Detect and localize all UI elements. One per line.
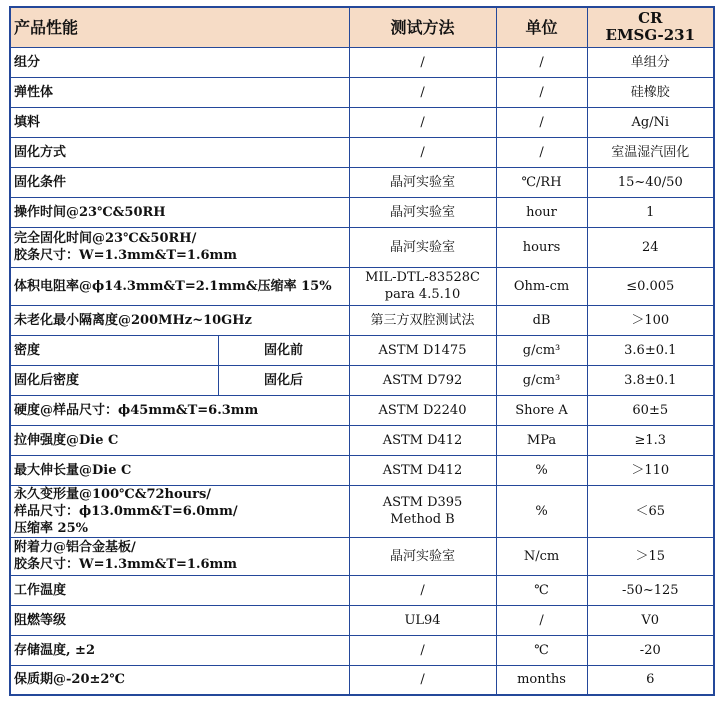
method-text: Method B: [390, 512, 455, 527]
method-cell: [349, 635, 496, 665]
property-cell: [10, 665, 349, 695]
properties-table: [9, 6, 715, 696]
method-text: /: [420, 582, 425, 598]
unit-cell: Ohm-cm: [496, 267, 587, 305]
property-text: 固化条件: [14, 174, 67, 190]
property-cell: [10, 485, 349, 537]
property-text: 保质期@-20±2℃: [14, 672, 126, 688]
property-text: 操作时间@23℃&50RH: [14, 204, 166, 220]
unit-cell: g/cm³: [496, 335, 587, 365]
property-text: 未老化最小隔离度@200MHz~10GHz: [14, 312, 252, 328]
header-property: 产品性能: [10, 7, 349, 47]
method-text: /: [420, 672, 425, 688]
property-text: 完全固化时间@23℃&50RH/: [14, 231, 197, 246]
method-text: 晶河实验室: [390, 174, 456, 190]
table-row: [10, 485, 714, 537]
property-text: 存储温度, ±2: [14, 642, 95, 658]
header-unit: 单位: [496, 7, 587, 47]
value-cell: 1: [587, 197, 714, 227]
property-text: 工作温度: [14, 582, 67, 598]
method-cell: [349, 537, 496, 575]
table-row: [10, 137, 714, 167]
property-text: 固化方式: [14, 144, 67, 160]
value-cell: 3.8±0.1: [587, 365, 714, 395]
method-cell: [349, 167, 496, 197]
value-cell: ＜65: [587, 485, 714, 537]
property-text: 最大伸长量@Die C: [14, 462, 132, 478]
property-cell: [10, 575, 349, 605]
value-cell: Ag/Ni: [587, 107, 714, 137]
property-cell: [10, 425, 349, 455]
method-text: ASTM D1475: [378, 342, 467, 358]
unit-cell: hours: [496, 227, 587, 267]
property-cell: [10, 47, 349, 77]
method-cell: [349, 365, 496, 395]
property-cell: [10, 335, 218, 365]
property-text: 样品尺寸：ϕ13.0mm&T=6.0mm/: [14, 503, 238, 519]
unit-cell: ℃: [496, 635, 587, 665]
unit-cell: N/cm: [496, 537, 587, 575]
property-cell: [10, 455, 349, 485]
table-row: [10, 635, 714, 665]
table-body: [10, 47, 714, 695]
table-row: [10, 47, 714, 77]
method-text: /: [420, 144, 425, 160]
value-cell: ＞110: [587, 455, 714, 485]
header-method: 测试方法: [349, 7, 496, 47]
value-cell: 6: [587, 665, 714, 695]
value-cell: 60±5: [587, 395, 714, 425]
table-row: [10, 107, 714, 137]
unit-cell: ℃/RH: [496, 167, 587, 197]
method-text: MIL-DTL-83528C: [365, 270, 480, 285]
value-cell: 室温湿汽固化: [587, 137, 714, 167]
property-text: 胶条尺寸：W=1.3mm&T=1.6mm: [14, 557, 238, 572]
property-text: 阻燃等级: [14, 612, 67, 628]
method-text: ASTM D2240: [378, 402, 467, 418]
table-row: [10, 425, 714, 455]
table-row: [10, 335, 714, 365]
property-cell: [10, 537, 349, 575]
method-text: ASTM D395: [382, 495, 463, 510]
property-text: 弹性体: [14, 84, 54, 100]
table-row: [10, 77, 714, 107]
property-cell: [10, 77, 349, 107]
property-cell: [10, 107, 349, 137]
method-cell: [349, 395, 496, 425]
table-row: [10, 537, 714, 575]
unit-cell: %: [496, 455, 587, 485]
unit-cell: MPa: [496, 425, 587, 455]
value-cell: -50~125: [587, 575, 714, 605]
method-text: UL94: [404, 612, 441, 628]
property-text: 压缩率 25%: [14, 520, 88, 536]
method-cell: [349, 665, 496, 695]
method-cell: [349, 455, 496, 485]
value-cell: ≥1.3: [587, 425, 714, 455]
property-cell: [10, 267, 349, 305]
method-cell: [349, 197, 496, 227]
value-cell: -20: [587, 635, 714, 665]
property-cell: [10, 227, 349, 267]
header-product-line1: CR: [638, 9, 663, 28]
method-text: /: [420, 54, 425, 70]
method-cell: [349, 47, 496, 77]
unit-cell: /: [496, 107, 587, 137]
value-cell: 3.6±0.1: [587, 335, 714, 365]
property-text: 体积电阻率@ϕ14.3mm&T=2.1mm&压缩率 15%: [14, 278, 332, 294]
table-row: [10, 267, 714, 305]
property-text: 组分: [14, 54, 41, 70]
method-cell: [349, 335, 496, 365]
method-text: para 4.5.10: [384, 287, 461, 302]
condition-cell: 固化前: [218, 335, 349, 365]
unit-cell: ℃: [496, 575, 587, 605]
value-cell: 单组分: [587, 47, 714, 77]
unit-cell: dB: [496, 305, 587, 335]
table-row: [10, 455, 714, 485]
unit-cell: g/cm³: [496, 365, 587, 395]
unit-cell: /: [496, 77, 587, 107]
condition-cell: 固化后: [218, 365, 349, 395]
property-text: 胶条尺寸：W=1.3mm&T=1.6mm: [14, 248, 238, 263]
property-cell: [10, 167, 349, 197]
method-cell: [349, 305, 496, 335]
table-row: [10, 227, 714, 267]
table-row: [10, 665, 714, 695]
value-cell: ＞100: [587, 305, 714, 335]
property-cell: [10, 605, 349, 635]
table-row: [10, 305, 714, 335]
unit-cell: /: [496, 605, 587, 635]
method-cell: [349, 575, 496, 605]
property-cell: [10, 635, 349, 665]
property-cell: [10, 137, 349, 167]
table-row: [10, 575, 714, 605]
value-cell: 24: [587, 227, 714, 267]
property-cell: [10, 305, 349, 335]
value-cell: 15~40/50: [587, 167, 714, 197]
property-text: 填料: [14, 114, 41, 130]
value-cell: V0: [587, 605, 714, 635]
table-row: [10, 365, 714, 395]
method-text: ASTM D412: [382, 462, 463, 478]
table-row: [10, 167, 714, 197]
method-text: /: [420, 642, 425, 658]
property-text: 硬度@样品尺寸：ϕ45mm&T=6.3mm: [14, 402, 259, 418]
method-cell: [349, 137, 496, 167]
property-cell: [10, 365, 218, 395]
unit-cell: hour: [496, 197, 587, 227]
header-row: [10, 7, 714, 47]
method-cell: [349, 605, 496, 635]
method-text: ASTM D412: [382, 432, 463, 448]
method-cell: [349, 425, 496, 455]
method-text: 晶河实验室: [390, 239, 456, 255]
method-text: 第三方双腔测试法: [370, 312, 475, 328]
unit-cell: %: [496, 485, 587, 537]
method-cell: [349, 77, 496, 107]
table-row: [10, 605, 714, 635]
method-text: /: [420, 114, 425, 130]
header-product: [587, 7, 714, 47]
value-cell: ≤0.005: [587, 267, 714, 305]
method-cell: [349, 107, 496, 137]
method-text: 晶河实验室: [390, 204, 456, 220]
property-text: 密度: [14, 342, 41, 358]
unit-cell: Shore A: [496, 395, 587, 425]
method-cell: [349, 227, 496, 267]
table-row: [10, 395, 714, 425]
value-cell: 硅橡胶: [587, 77, 714, 107]
property-cell: [10, 395, 349, 425]
property-text: 永久变形量@100℃&72hours/: [14, 486, 212, 502]
method-text: 晶河实验室: [390, 548, 456, 564]
property-cell: [10, 197, 349, 227]
method-text: ASTM D792: [382, 372, 463, 388]
method-text: /: [420, 84, 425, 100]
header-product-line2: EMSG-231: [605, 26, 696, 45]
method-cell: [349, 485, 496, 537]
unit-cell: /: [496, 137, 587, 167]
unit-cell: /: [496, 47, 587, 77]
value-cell: ＞15: [587, 537, 714, 575]
table-row: [10, 197, 714, 227]
unit-cell: months: [496, 665, 587, 695]
spec-sheet: [9, 6, 713, 696]
property-text: 拉伸强度@Die C: [14, 432, 119, 448]
property-text: 固化后密度: [14, 372, 80, 388]
method-cell: [349, 267, 496, 305]
property-text: 附着力@铝合金基板/: [14, 540, 136, 555]
